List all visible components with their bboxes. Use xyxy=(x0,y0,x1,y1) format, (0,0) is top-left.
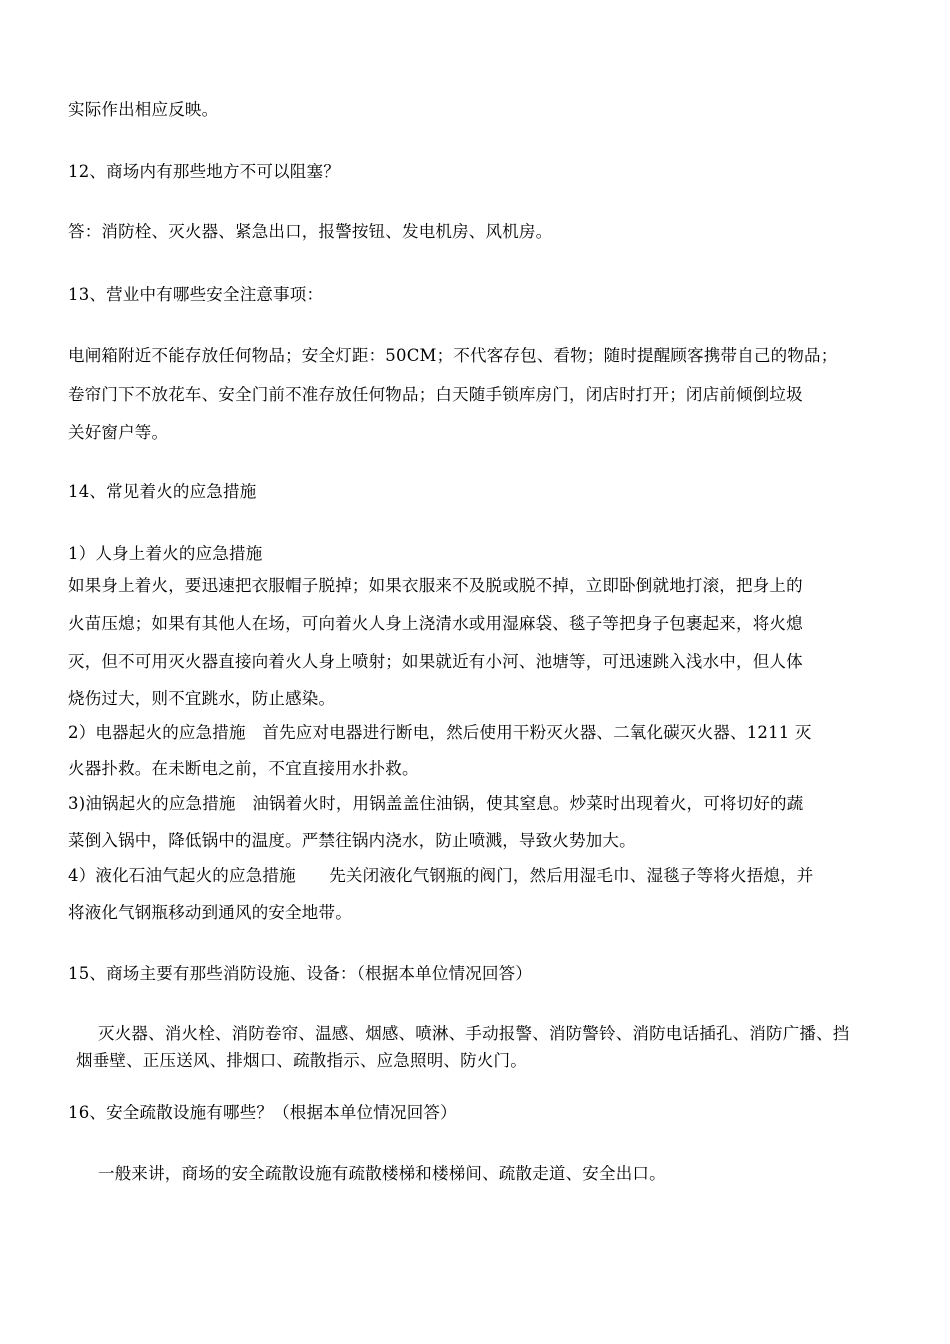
question-16: 16、安全疏散设施有哪些？（根据本单位情况回答） xyxy=(68,1103,457,1122)
answer-15-line-1: 灭火器、消火栓、消防卷帘、温感、烟感、喷淋、手动报警、消防警铃、消防电话插孔、消防广播、挡 xyxy=(98,1024,850,1043)
question-15: 15、商场主要有那些消防设施、设备：（根据本单位情况回答） xyxy=(68,964,533,983)
question-12: 12、商场内有那些地方不可以阻塞？ xyxy=(68,162,340,181)
question-14: 14、常见着火的应急措施 xyxy=(68,482,257,501)
subheading-14-4: 4）液化石油气起火的应急措施 先关闭液化气钢瓶的阀门，然后用湿毛巾、湿毯子等将火捂熄，并 xyxy=(68,866,814,885)
text-line: 将液化气钢瓶移动到通风的安全地带。 xyxy=(68,903,352,922)
answer-13-line-3: 关好窗户等。 xyxy=(68,423,169,442)
text-line: 如果身上着火，要迅速把衣服帽子脱掉；如果衣服来不及脱或脱不掉，立即卧倒就地打滚，把身上的 xyxy=(68,576,803,595)
question-13: 13、营业中有哪些安全注意事项： xyxy=(68,285,324,304)
answer-16: 一般来讲，商场的安全疏散设施有疏散楼梯和楼梯间、疏散走道、安全出口。 xyxy=(98,1164,666,1183)
answer-12: 答：消防栓、灭火器、紧急出口，报警按钮、发电机房、风机房。 xyxy=(68,222,553,241)
text-line: 火苗压熄；如果有其他人在场，可向着火人身上浇清水或用湿麻袋、毯子等把身子包裹起来，将火熄 xyxy=(68,614,803,633)
text-line: 菜倒入锅中，降低锅中的温度。严禁往锅内浇水，防止喷溅，导致火势加大。 xyxy=(68,831,636,850)
answer-13-line-1: 电闸箱附近不能存放任何物品；安全灯距：50CM；不代客存包、看物；随时提醒顾客携带自己的物品； xyxy=(68,346,838,365)
subheading-14-2: 2）电器起火的应急措施 首先应对电器进行断电，然后使用干粉灭火器、二氧化碳灭火器、1211 灭 xyxy=(68,723,812,742)
subheading-14-3: 3)油锅起火的应急措施 油锅着火时，用锅盖盖住油锅，使其窒息。炒菜时出现着火，可将切好的蔬 xyxy=(68,794,804,813)
answer-13-line-2: 卷帘门下不放花车、安全门前不准存放任何物品；白天随手锁库房门，闭店时打开；闭店前倾倒垃圾 xyxy=(68,385,803,404)
text-line: 灭，但不可用灭火器直接向着火人身上喷射；如果就近有小河、池塘等，可迅速跳入浅水中，但人体 xyxy=(68,652,803,671)
text-line: 实际作出相应反映。 xyxy=(68,100,219,119)
text-line: 烧伤过大，则不宜跳水，防止感染。 xyxy=(68,689,336,708)
subheading-14-1: 1）人身上着火的应急措施 xyxy=(68,544,263,563)
answer-15-line-2: 烟垂壁、正压送风、排烟口、疏散指示、应急照明、防火门。 xyxy=(76,1051,527,1070)
text-line: 火器扑救。在未断电之前，不宜直接用水扑救。 xyxy=(68,759,419,778)
